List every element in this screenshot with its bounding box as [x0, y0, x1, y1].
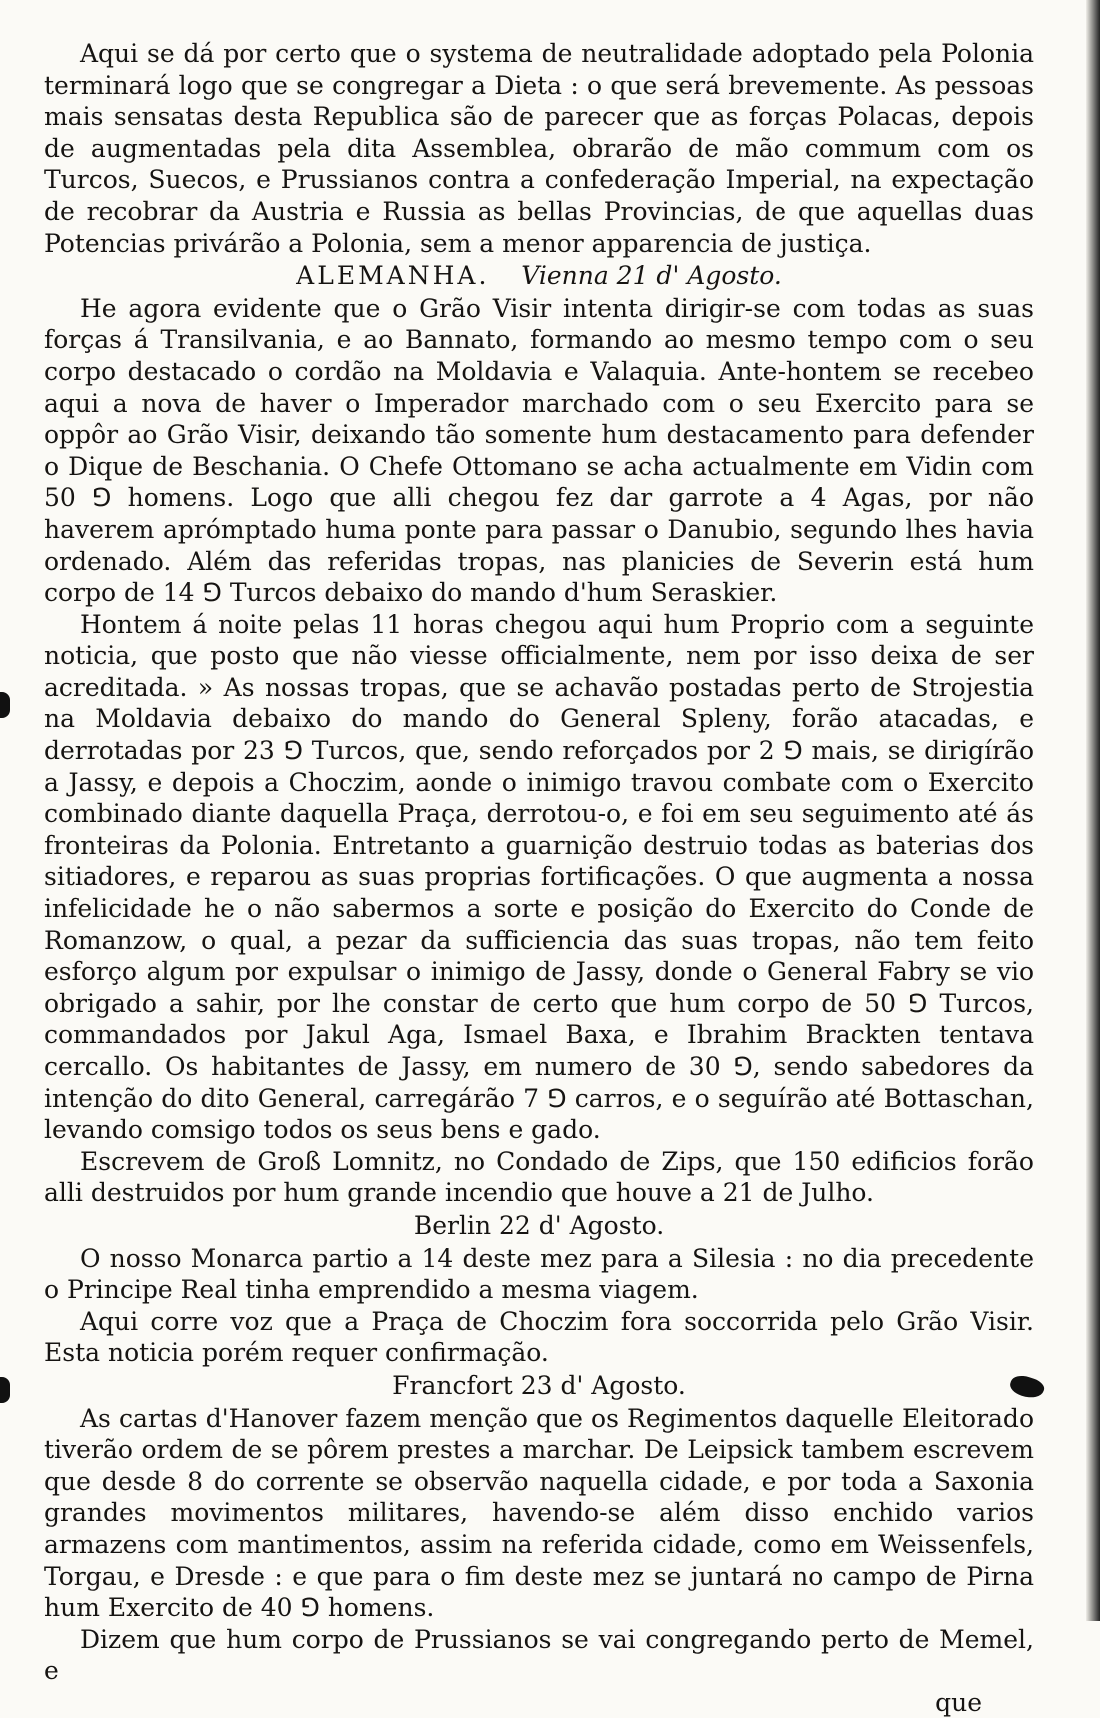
section-heading-francfort: Francfort 23 d' Agosto.	[392, 1370, 686, 1400]
heading-place: ALEMANHA.	[296, 261, 490, 291]
paragraph-vienna-2: Hontem á noite pelas 11 horas chegou aqui hum Proprio com a seguinte noticia, que posto que não viesse officialmente, nem por isso deixa de ser acreditada. » As nossas tropas, que se achavão postadas perto de Strojestia na Moldavia debaixo do mando do General Spleny, forão atacadas, e derrotadas por 23 ⅁ Turcos, que, sendo reforçados por 2 ⅁ mais, se dirigírão a Jassy, e depois a Choczim, aonde o inimigo travou combate com o Exercito combinado diante daquella Praça, derrotou-o, e foi em seu seguimento até ás fronteiras da Polonia. Entretanto a guarnição destruio todas as baterias dos sitiadores, e reparou as suas proprias fortificações. O que augmenta a nossa infelicidade he o não sabermos a sorte e posição do Exercito do Conde de Romanzow, o qual, a pezar da sufficiencia das suas tropas, não tem feito esforço algum por expulsar o inimigo de Jassy, donde o General Fabry se vio obrigado a sahir, por lhe constar de certo que hum corpo de 50 ⅁ Turcos, commandados por Jakul Aga, Ismael Baxa, e Ibrahim Brackten tentava cercallo. Os habitantes de Jassy, em numero de 30 ⅁, sendo sabedores da intenção do dito General, carregárão 7 ⅁ carros, e o seguírão até Bottaschan, levando comsigo todos os seus bens e gado.	[44, 609, 1034, 1145]
margin-ink-mark	[0, 1377, 10, 1403]
page-edge-shadow	[1086, 0, 1100, 1621]
paragraph-francfort-1: As cartas d'Hanover fazem menção que os Regimentos daquelle Eleitorado tiverão ordem de se pôrem prestes a marchar. De Leipsick tambem escrevem que desde 8 do corrente se observão naquella cidade, e por toda a Saxonia grandes movimentos militares, havendo-se além disso enchido varios armazens com mantimentos, assim na referida cidade, como em Weissenfels, Torgau, e Dresde : e que para o fim deste mez se juntará no campo de Pirna hum Exercito de 40 ⅁ homens.	[44, 1403, 1034, 1623]
heading-dateline: Vienna 21 d' Agosto.	[521, 261, 782, 291]
section-heading-berlin: Berlin 22 d' Agosto.	[413, 1210, 665, 1240]
newspaper-page	[44, 38, 1034, 1718]
paragraph-polonia: Aqui se dá por certo que o systema de neutralidade adoptado pela Polonia terminará logo que se congregar a Dieta : o que será brevemente. As pessoas mais sensatas desta Republica são de parecer que as forças Polacas, depois de augmentadas pela dita Assemblea, obrarão de mão commum com os Turcos, Suecos, e Prussianos contra a confederação Imperial, na expectação de recobrar da Austria e Russia as bellas Provincias, de que aquellas duas Potencias privárão a Polonia, sem a menor apparencia de justiça.	[44, 39, 1034, 258]
paragraph-vienna-3: Escrevem de Groß Lomnitz, no Condado de Zips, que 150 edificios forão alli destruidos por hum grande incendio que houve a 21 de Julho.	[44, 1146, 1034, 1208]
margin-ink-mark	[0, 692, 10, 718]
paragraph-vienna-1: He agora evidente que o Grão Visir intenta dirigir-se com todas as suas forças á Transilvania, e ao Bannato, formando ao mesmo tempo com o seu corpo destacado o cordão na Moldavia e Valaquia. Ante-hontem se recebeo aqui a nova de haver o Imperador marchado com o seu Exercito para se oppôr ao Grão Visir, deixando tão somente hum destacamento para defender o Dique de Beschania. O Chefe Ottomano se acha actualmente em Vidin com 50 ⅁ homens. Logo que alli chegou fez dar garrote a 4 Agas, por não haverem aprómptado huma ponte para passar o Danubio, segundo lhes havia ordenado. Além das referidas tropas, nas planicies de Severin está hum corpo de 14 ⅁ Turcos debaixo do mando d'hum Seraskier.	[44, 293, 1034, 608]
paragraph-berlin-1: O nosso Monarca partio a 14 deste mez para a Silesia : no dia precedente o Principe Real tinha emprendido a mesma viagem.	[44, 1243, 1034, 1305]
catchword: que	[935, 1687, 982, 1717]
section-heading-alemanha	[44, 260, 1034, 292]
paragraph-francfort-2: Dizem que hum corpo de Prussianos se vai congregando perto de Memel, e	[44, 1624, 1034, 1686]
paragraph-berlin-2: Aqui corre voz que a Praça de Choczim fora soccorrida pelo Grão Visir. Esta noticia porém requer confirmação.	[44, 1306, 1034, 1368]
